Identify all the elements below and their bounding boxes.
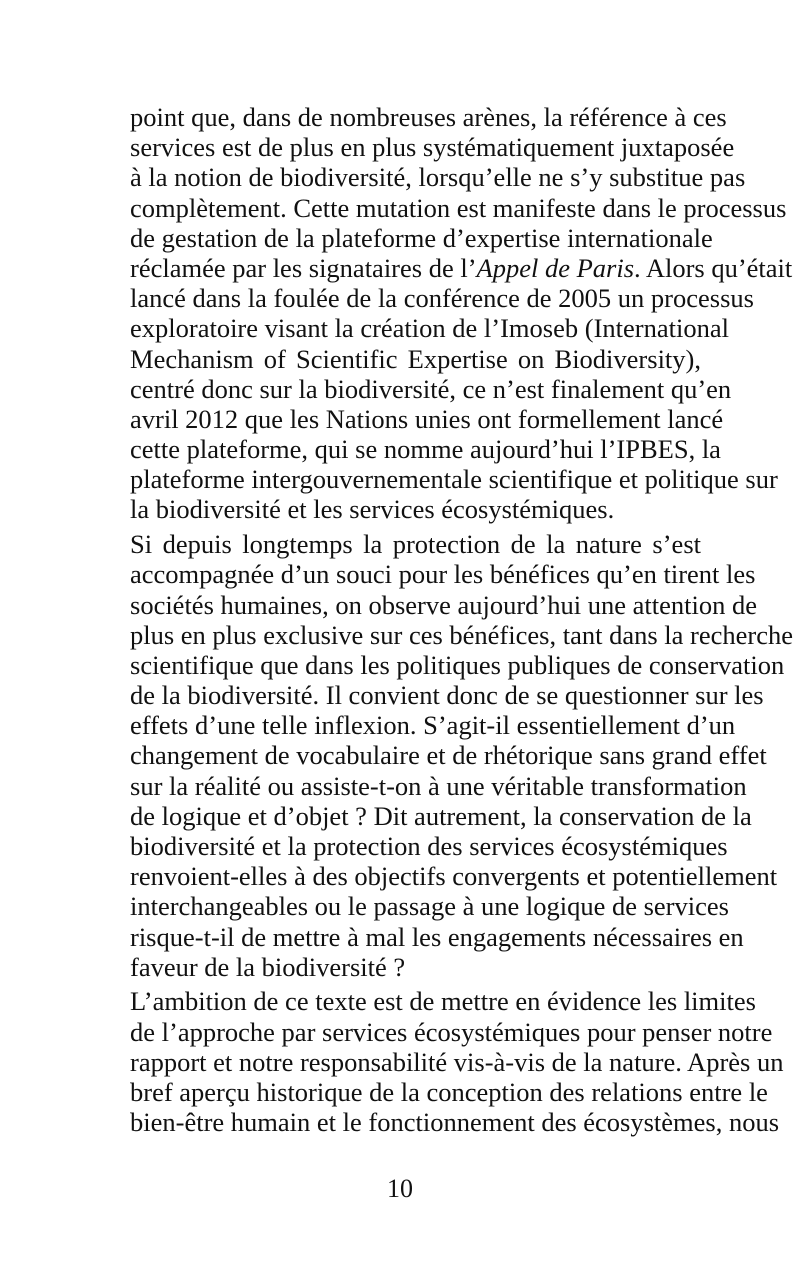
text-line: changement de vocabulaire et de rhétorique sans grand effet bbox=[130, 740, 767, 771]
paragraph bbox=[130, 529, 793, 982]
text-line: accompagnée d’un souci pour les bénéfices qu’en tirent les bbox=[130, 559, 756, 590]
text-line: renvoient-elles à des objectifs convergents et potentiellement bbox=[130, 861, 778, 892]
text-line: plus en plus exclusive sur ces bénéfices, tant dans la recherche bbox=[130, 619, 793, 650]
text-line: risque-t-il de mettre à mal les engagements nécessaires en bbox=[130, 921, 744, 952]
text-line: scientifique que dans les politiques publiques de conservation bbox=[130, 649, 785, 680]
page-body bbox=[130, 102, 793, 1142]
text-line: de logique et d’objet ? Dit autrement, la conservation de la bbox=[130, 800, 752, 831]
text-line: biodiversité et la protection des services écosystémiques bbox=[130, 831, 728, 861]
text-line: faveur de la biodiversité ? bbox=[130, 951, 406, 982]
italic-title: Appel de Paris bbox=[476, 252, 635, 283]
text-line: L’ambition de ce texte est de mettre en évidence les limites bbox=[130, 986, 756, 1017]
text-segment: . Alors qu’était bbox=[634, 252, 793, 283]
text-line: effets d’une telle inflexion. S’agit-il essentiellement d’un bbox=[130, 710, 736, 741]
text-line: complètement. Cette mutation est manifeste dans le processus bbox=[130, 192, 787, 223]
text-line: cette plateforme, qui se nomme aujourd’hui l’IPBES, la bbox=[130, 434, 721, 465]
text-segment: réclamée par les signataires de l’ bbox=[130, 252, 477, 283]
text-line: exploratoire visant la création de l’Imoseb (International bbox=[130, 313, 729, 344]
text-line: de la biodiversité. Il convient donc de se questionner sur les bbox=[130, 680, 764, 711]
text-line: bref aperçu historique de la conception des relations entre le bbox=[130, 1077, 768, 1107]
text-line: services est de plus en plus systématiquement juxtaposée bbox=[130, 132, 735, 163]
text-line: bien-être humain et le fonctionnement des écosystèmes, nous bbox=[130, 1107, 780, 1138]
text-line: point que, dans de nombreuses arènes, la référence à ces bbox=[130, 102, 727, 132]
text-line: plateforme intergouvernementale scientifique et politique sur bbox=[130, 464, 778, 495]
paragraph bbox=[130, 102, 793, 525]
text-line: sur la réalité ou assiste-t-on à une véritable transformation bbox=[130, 770, 747, 801]
text-line bbox=[130, 252, 793, 283]
page-number: 10 bbox=[387, 1174, 413, 1203]
text-line: de l’approche par services écosystémiques pour penser notre bbox=[130, 1016, 773, 1047]
text-line: interchangeables ou le passage à une logique de services bbox=[130, 891, 729, 922]
text-line: avril 2012 que les Nations unies ont formellement lancé bbox=[130, 403, 724, 434]
text-line: Mechanism of Scientific Expertise on Biodiversity), bbox=[130, 343, 701, 374]
text-line: Si depuis longtemps la protection de la nature s’est bbox=[130, 529, 701, 560]
text-line: lancé dans la foulée de la conférence de 2005 un processus bbox=[130, 283, 754, 314]
text-line: de gestation de la plateforme d’expertise internationale bbox=[130, 222, 713, 253]
paragraph bbox=[130, 986, 784, 1138]
text-line: sociétés humaines, on observe aujourd’hui une attention de bbox=[130, 589, 757, 620]
text-line: rapport et notre responsabilité vis-à-vis de la nature. Après un bbox=[130, 1046, 784, 1077]
text-line: centré donc sur la biodiversité, ce n’est finalement qu’en bbox=[130, 373, 732, 404]
text-line: à la notion de biodiversité, lorsqu’elle ne s’y substitue pas bbox=[130, 162, 746, 193]
text-line: la biodiversité et les services écosystémiques. bbox=[130, 494, 615, 525]
